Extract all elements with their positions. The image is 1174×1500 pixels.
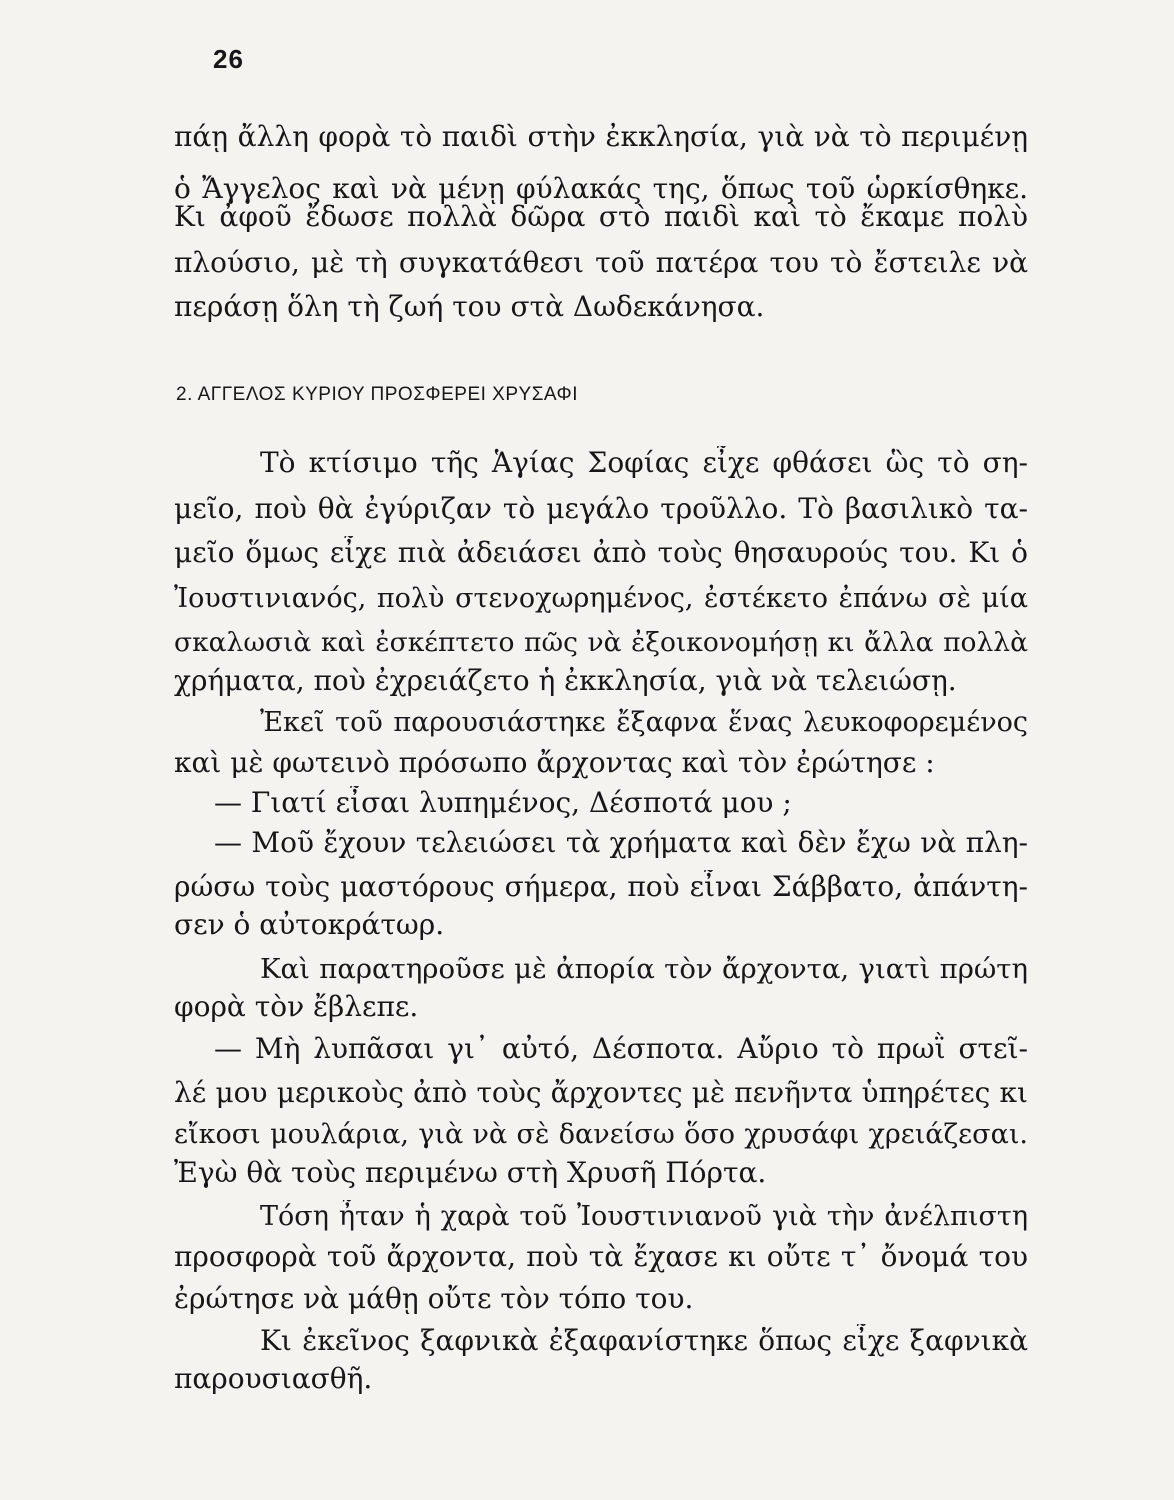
text-line: μεῖο, ποὺ θὰ ἐγύριζαν τὸ μεγάλο τροῦλλο. Τὸ βασιλικὸ τα- <box>174 492 1028 525</box>
text-line: φορὰ τὸν ἔβλεπε. <box>174 990 419 1023</box>
text-line: μεῖο ὅμως εἶχε πιὰ ἀδειάσει ἀπὸ τοὺς θησαυρούς του. Κι ὁ <box>174 536 1028 569</box>
text-line: εἴκοσι μουλάρια, γιὰ νὰ σὲ δανείσω ὅσο χρυσάφι χρειάζεσαι. <box>174 1119 1028 1150</box>
text-line: καὶ μὲ φωτεινὸ πρόσωπο ἄρχοντας καὶ τὸν ἐρώτησε : <box>174 746 935 779</box>
dialogue-line: — Μοῦ ἔχουν τελειώσει τὰ χρήματα καὶ δὲν ἔχω νὰ πλη- <box>214 826 1028 859</box>
text-line: Ἐκεῖ τοῦ παρουσιάστηκε ἔξαφνα ἕνας λευκοφορεμένος <box>260 707 1028 738</box>
text-line: ὁ Ἄγγελος καὶ νὰ μένῃ φύλακάς της, ὅπως τοῦ ὡρκίσθηκε. <box>174 172 1028 205</box>
text-line: πάῃ ἄλλη φορὰ τὸ παιδὶ στὴν ἐκκλησία, γιὰ νὰ τὸ περιμένῃ <box>174 120 1028 153</box>
text-line: Τόση ἦταν ἡ χαρὰ τοῦ Ἰουστινιανοῦ γιὰ τὴν ἀνέλπιστη <box>260 1201 1028 1232</box>
section-title: 2. ΑΓΓΕΛΟΣ ΚΥΡΙΟΥ ΠΡΟΣΦΕΡΕΙ ΧΡΥΣΑΦΙ <box>176 384 578 405</box>
text-line: Ἐγὼ θὰ τοὺς περιμένω στὴ Χρυσῆ Πόρτα. <box>174 1156 767 1189</box>
text-line: Τὸ κτίσιμο τῆς Ἁγίας Σοφίας εἶχε φθάσει ὣς τὸ ση- <box>260 446 1028 479</box>
text-line: ἐρώτησε νὰ μάθῃ οὔτε τὸν τόπο του. <box>174 1282 694 1315</box>
text-line: πλούσιο, μὲ τὴ συγκατάθεσι τοῦ πατέρα του τὸ ἔστειλε νὰ <box>174 246 1028 279</box>
text-line: Κι ἐκεῖνος ξαφνικὰ ἐξαφανίστηκε ὅπως εἶχε ξαφνικὰ <box>260 1324 1028 1357</box>
text-line: σεν ὁ αὐτοκράτωρ. <box>174 908 445 941</box>
dialogue-line: — Μὴ λυπᾶσαι γι᾽ αὐτό, Δέσποτα. Αὔριο τὸ πρωῒ στεῖ- <box>214 1032 1028 1065</box>
text-line: Καὶ παρατηροῦσε μὲ ἀπορία τὸν ἄρχοντα, γιατὶ πρώτη <box>260 953 1028 985</box>
text-line: Κι ἀφοῦ ἔδωσε πολλὰ δῶρα στὸ παιδὶ καὶ τὸ ἔκαμε πολὺ <box>174 200 1028 233</box>
text-line: ρώσω τοὺς μαστόρους σήμερα, ποὺ εἶναι Σάββατο, ἀπάντη- <box>174 870 1028 903</box>
page-number: 26 <box>213 44 244 74</box>
text-line: Ἰουστινιανός, πολὺ στενοχωρημένος, ἐστέκετο ἐπάνω σὲ μία <box>174 583 1028 614</box>
text-line: χρήματα, ποὺ ἐχρειάζετο ἡ ἐκκλησία, γιὰ νὰ τελειώσῃ. <box>174 664 957 697</box>
dialogue-line: — Γιατί εἶσαι λυπημένος, Δέσποτά μου ; <box>214 786 792 819</box>
text-line: περάσῃ ὅλη τὴ ζωή του στὰ Δωδεκάνησα. <box>174 290 765 323</box>
text-line: προσφορὰ τοῦ ἄρχοντα, ποὺ τὰ ἔχασε κι οὔτε τ᾽ ὄνομά του <box>174 1240 1028 1273</box>
text-line: παρουσιασθῆ. <box>174 1362 373 1395</box>
text-line: σκαλωσιὰ καὶ ἐσκέπτετο πῶς νὰ ἐξοικονομήσῃ κι ἄλλα πολλὰ <box>174 627 1028 658</box>
text-line: λέ μου μερικοὺς ἀπὸ τοὺς ἄρχοντες μὲ πενῆντα ὑπηρέτες κι <box>174 1076 1028 1109</box>
